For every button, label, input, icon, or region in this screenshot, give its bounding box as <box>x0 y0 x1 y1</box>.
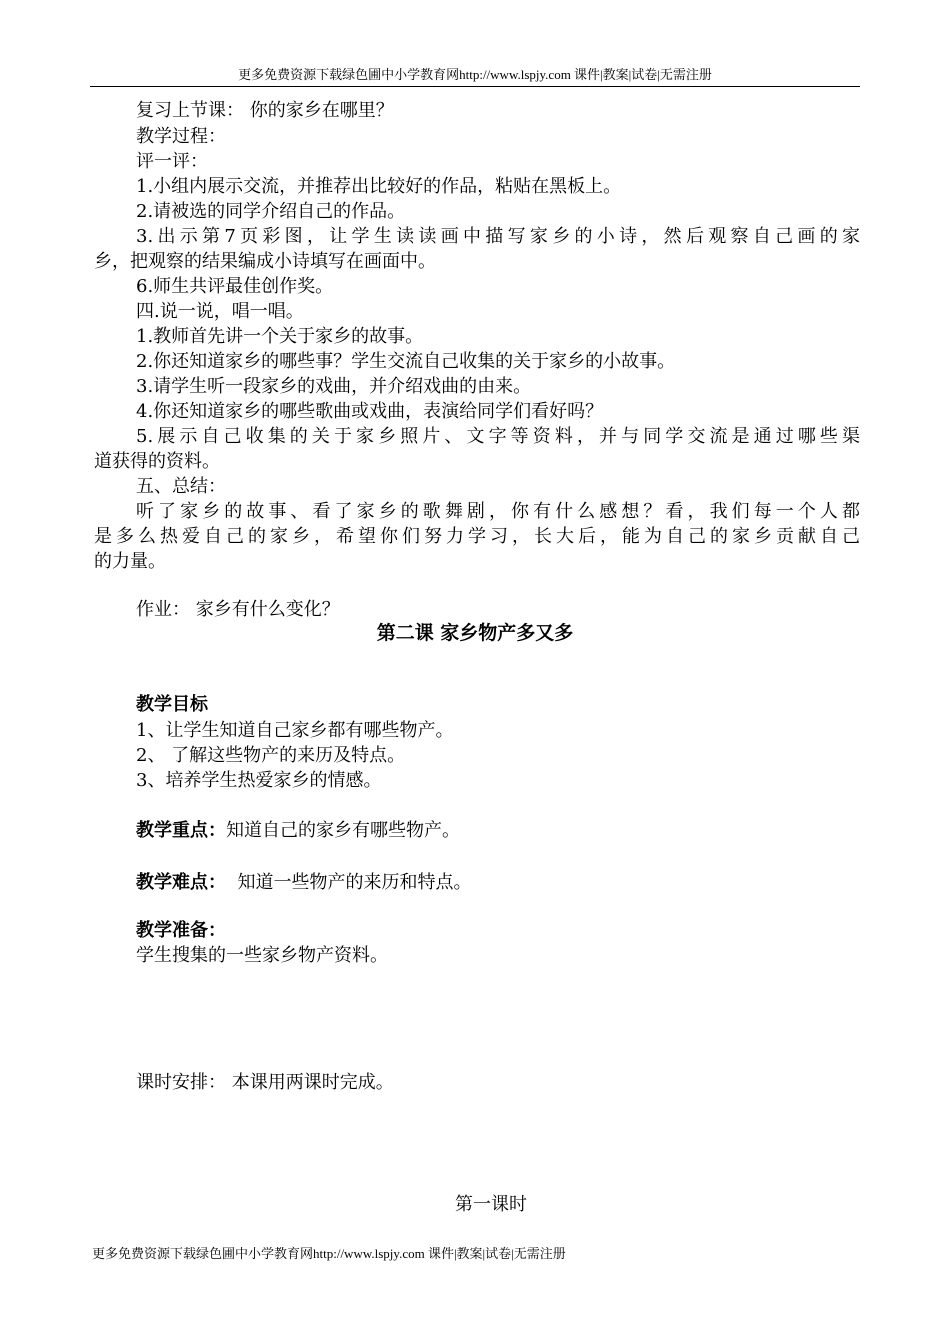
paragraph-line: 是多么热爱自己的家乡，希望你们努力学习，长大后，能为自己的家乡贡献自己 <box>94 526 860 547</box>
evaluate-heading: 评一评： <box>136 151 208 172</box>
page-footer: 更多免费资源下载绿色圃中小学教育网http://www.lspjy.com 课件|教案|试卷|无需注册 <box>92 1246 566 1261</box>
goal-item: 3、培养学生热爱家乡的情感。 <box>136 770 382 791</box>
goals-heading: 教学目标 <box>136 694 208 715</box>
list-item: 2.你还知道家乡的哪些事？学生交流自己收集的关于家乡的小故事。 <box>136 351 676 372</box>
review-line: 复习上节课： 你的家乡在哪里？ <box>136 100 394 121</box>
header-divider <box>90 86 860 87</box>
section-heading: 四.说一说，唱一唱。 <box>136 301 304 322</box>
goal-item: 1、让学生知道自己家乡都有哪些物产。 <box>136 720 454 741</box>
difficulty-text: 知道一些物产的来历和特点。 <box>226 872 472 893</box>
list-item: 3.请学生听一段家乡的戏曲，并介绍戏曲的由来。 <box>136 376 532 397</box>
key-point-row <box>136 819 460 843</box>
list-item: 1.小组内展示交流，并推荐出比较好的作品，粘贴在黑板上。 <box>136 176 622 197</box>
homework-line: 作业： 家乡有什么变化？ <box>136 599 340 620</box>
list-item-continued: 道获得的资料。 <box>94 451 220 472</box>
prep-label: 教学准备： <box>136 920 226 941</box>
list-item: 5.展示自己收集的关于家乡照片、文字等资料，并与同学交流是通过哪些渠 <box>136 426 860 447</box>
schedule-line: 课时安排： 本课用两课时完成。 <box>136 1072 394 1093</box>
process-heading: 教学过程： <box>136 126 226 147</box>
prep-text: 学生搜集的一些家乡物产资料。 <box>136 945 388 966</box>
difficulty-row <box>136 871 471 895</box>
list-item: 3.出示第7页彩图，让学生读读画中描写家乡的小诗，然后观察自己画的家 <box>136 226 860 247</box>
list-item: 6.师生共评最佳创作奖。 <box>136 276 334 297</box>
goal-item: 2、 了解这些物产的来历及特点。 <box>136 745 406 766</box>
section-heading: 五、总结： <box>136 476 226 497</box>
paragraph-line: 的力量。 <box>94 551 166 572</box>
page-header: 更多免费资源下载绿色圃中小学教育网http://www.lspjy.com 课件|教案|试卷|无需注册 <box>238 67 712 82</box>
list-item: 1.教师首先讲一个关于家乡的故事。 <box>136 326 424 347</box>
paragraph-line: 听了家乡的故事、看了家乡的歌舞剧，你有什么感想？看，我们每一个人都 <box>136 501 860 522</box>
period-heading: 第一课时 <box>455 1194 527 1215</box>
key-point-label: 教学重点： <box>136 820 226 841</box>
key-point-text: 知道自己的家乡有哪些物产。 <box>226 820 460 841</box>
list-item: 2.请被选的同学介绍自己的作品。 <box>136 201 406 222</box>
list-item: 4.你还知道家乡的哪些歌曲或戏曲，表演给同学们看好吗？ <box>136 401 604 422</box>
difficulty-label: 教学难点： <box>136 872 226 893</box>
lesson-title: 第二课 家乡物产多又多 <box>376 622 574 644</box>
list-item-continued: 乡，把观察的结果编成小诗填写在画面中。 <box>94 251 436 272</box>
